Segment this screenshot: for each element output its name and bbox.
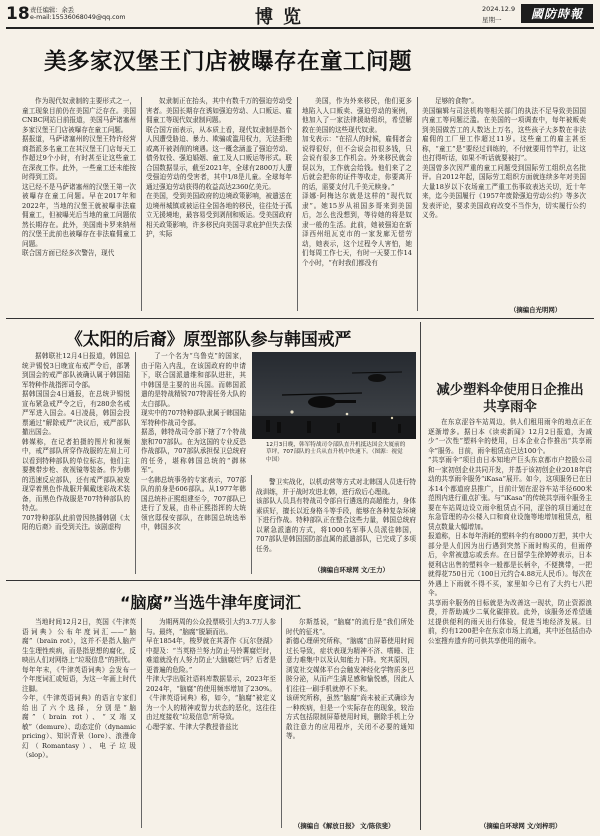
article1-title: 美多家汉堡王门店被曝存在童工问题 (44, 49, 413, 75)
masthead-logo (521, 4, 593, 23)
helicopter-photo (252, 352, 416, 439)
col-rule (417, 97, 418, 311)
article2-title: 《太阳的后裔》原型部队参与韩国戒严 (66, 329, 352, 349)
section-divider (420, 322, 421, 830)
article3-title: “脑腐”当选牛津年度词汇 (120, 593, 302, 612)
article4-credit: （摘编自环球网 文/刘梓玥） (480, 822, 562, 830)
col-rule (281, 618, 282, 828)
article2-col1: 据韩联社12月4日报道，韩国总统尹锡悦3日晚宣布戒严令后，部署到国会的戒严部队被确认属于韩国陆军特种作战指挥司令部。 据韩国国会4日通报，在总统尹锡悦宣布紧急戒严令之后，有280余名戒严军进入国会。4日凌晨，韩国会投票通过“解除戒严”决议后，戒严部队撤出国会。 韩媒称，在记者拍摄的图片和视频中，戒严部队所穿作战服的左肩上可以看到特种部队的单位标志，他们主要携带步枪、夜视镜等装备。作为韩的迅速反应部队，还有戒严部队被发现穿着黑色作战服并佩戴迷彩战术装备，而黑色作战服是707特种部队的特点。 707特种部队此前曾因热播韩剧《太阳的后裔》而受到关注。该剧虚构 (22, 352, 130, 531)
article1-col2: 奴隶制正在抬头，其中有数千万的强迫劳动受害者。美国长期存在诱如强迫劳动、人口贩运、雇佣童工等现代奴隶制问题。 联合国方面表示，从本质上看，现代奴隶制是指个人因遭受胁迫、暴力、欺骗或滥用权力，无法拒绝或离开被剥削的境遇。这一概念涵盖了强迫劳动、债务奴役、强迫婚姻、童工及人口贩运等形式。联合国数据显示，截至2021年，全球有2800万人遭受强迫劳动的受害者，其中1/8是儿童。全球每年通过强迫劳动获得的收益高达2360亿美元。 在美国，受到美国政府的边境政策影响，被遣送在边境州城镇或被运往全国各地的移民，往往处于孤立无援境地，最容易受到剥削和贩运。受美国政府相关政策影响，许多移民向美国寻求庇护但失去保护，实际 (146, 97, 292, 238)
page-number: 18 (6, 4, 30, 24)
article3-credit: （摘编自《解放日报》 文/陈依斐） (294, 822, 395, 830)
article1-col1: 作为现代奴隶制的主要形式之一，童工现象目前仍在美国广泛存在。美国CNBC网站日前报道，美国马萨诸塞州多家汉堡王门店被曝存在童工问题。 据报道，马萨诸塞州的汉堡王特许经营商指派多名童工在其汉堡王门店每天工作超过9个小时，有时甚至让这些童工在深夜工作。此外，一些童工还未能按时得到工资。 这已经不是马萨诸塞州的汉堡王第一次被曝存在童工问题。早在2017年和2022年，当地的汉堡王就被曝非法雇佣童工，但被曝光后当地的童工问题依然长期存在。此外，美国南卡罗来纳州的汉堡王此前也被曝存在非法雇佣童工问题。 联合国方面已经多次警告，现代 (22, 97, 136, 257)
col-rule (297, 97, 298, 311)
article1-col3: 美国，作为外来移民，他们更多地陷入人口贩卖、强迫劳动的案例，他加入了一家法律援助组织，希望解救在美国的这些现代奴隶。 加戈表示：“在招人的时候，雇佣者会说得很好，但不会说会扣很多钱，只会说有很多工作机会。外来移民就会误以为，工作就会给钱。他们来了之后就会把你的证件等收走，你要离开的话，需要支付几千美元赎身。” 泽娜·阿梅达尔就是这样的“现代奴隶”。她15岁从祖国多哥来到美国后，怎么也没想到，等待她的将是奴隶一般的生活。此前，她被强迫在新泽西州纽瓦克市的一家发廊无偿劳动，她表示，这个过程令人害怕，她们每周工作七天，有时一天要工作14个小时，“有时我们都没有 (302, 97, 412, 267)
editor-line: 责任编辑：余丢 (30, 7, 75, 14)
article3-col2: 为期两周的公众投票吸引大约3.7万人参与。最终，“脑腐”脱颖而出。 早在1854年，梭罗就在其著作《瓦尔登湖》中提及：“当英格兰努力防止马铃薯腐烂时，难道就没有人努力防止‘大脑腐烂’吗？后者是更普遍的危险。” 牛津大学出版社语料库数据显示，2023年至2024年，“脑腐”的使用频率增加了230%。《牛津英语词典》称，如今，“脑腐”被定义为一个人的精神或智力状态的恶化，这往往由过度接收“垃圾信息”所导致。 心理学家、牛津大学教授普兹比 (146, 618, 276, 731)
issue-date: 2024.12.9 (482, 5, 516, 13)
article3-col1: 当地时间12月2日，英国《牛津英语词典》公布年度词汇——“脑腐”（brain rot），这并不是指人脑产生生理性疾病，而是指思想的腐化，反映出人们对网络上“垃圾信息”的担忧。 每年年末，《牛津英语词典》会发布一个年度词汇或短语，为这一年画上时代注脚。 今年，《牛津英语词典》的语言专家们给出了六个选择，分别是“脑腐”（brain rot）、“又端又敏”（demure）、动态定价（dynamic pricing）、知识背景（lore）、浪漫命幻（Romantasy）、电子垃圾（slop）。 (22, 618, 136, 759)
email-line: e-mail:15536068049@qq.com (30, 14, 126, 21)
issue-weekday: 星期一 (482, 16, 502, 24)
helicopter-photo-graphic (252, 352, 416, 439)
col-rule (251, 475, 252, 574)
article4-body: 在东京涩谷车站周边，供人们租用雨伞的地点正在逐渐增多。据日本《读卖新闻》12月2日报道，为减少“一次性”塑料伞的使用，日本企业合作推出“共享雨伞”服务。目前，雨伞租赁点已达100个。 “共享雨伞”项目由日本知地产巨头东京都市户控股公司和一家初创企业共同开发，并基于该初创企业2018年启动的共享雨伞服务“iKasa”展开。如今，这项服务已在日本14个都道府县推广，目前计划在涩谷车站半径600米范围内进行重点扩张。与“iKasa”的传统共享雨伞服务主要在车站周边设立雨伞租赁点不同，涩谷的项目通过在东急管理的办公楼入口和商业设施等地增加租赁点，租赁点数量大幅增加。 报道称，日本每年消耗的塑料伞约有8000万把，其中大部分是人们因为出行遇到突然下雨时购买的，但雨停后，伞常被遗忘或丢弃。在日留学生徐婷婷表示，日本便利店出售的塑料伞一般都是长柄伞，不便携带，一把就得花750日元（100日元约合4.88元人民币）。每次在外遇上下雨就不得不买，家里如今已有了大约七八把伞。 共享雨伞服务的目标就是为改善这一现状，防止资源浪费，并帮助减少二氧化碳排放。此外，该服务还希望通过提供便利的雨天出行体验，促进当地经济发展。目前，约有1200把伞在东京市场上流通，其中还包括由办公室搜弃遗弃的可供共享使用的雨伞。 (428, 418, 592, 645)
section-rule (6, 318, 594, 319)
header-rule (6, 27, 594, 29)
col-rule (141, 618, 142, 828)
masthead-text: 國防時報 (530, 7, 583, 21)
article2-credit: （摘编自环球网 文/王力） (314, 566, 389, 574)
article3-col3: 尔斯基说，“脑腐”的流行是“我们所处时代的征兆”。 新德心理研究所称，“脑腐”由屏幕使用时间过长导致，症状表现为精神不济、嗜睡、注意力难集中以及认知能力下降。究其原因，浏览社交媒体平台会触发神经化学物质多巴胺分泌，从而产生满足感和愉悦感，因此人们往往一刷手机就停不下来。 该研究所称，虽然“脑腐”尚未被正式确诊为一种疾病，但是一个实际存在的现象，较治方式包括限制屏幕使用时间，删除手机上分散注意力的应用程序，关闭不必要的通知等。 (286, 618, 414, 740)
article1-credit: （摘编自光明网） (510, 306, 562, 314)
section-rule (6, 580, 420, 581)
col-rule (141, 97, 142, 311)
article2-col2: 了一个名为“乌鲁克”的国家，由于陷入内乱，在该国政府的申请下，联合国派遣维和部队进驻，其中韩国是主要的出兵国。而韩国派遣的是特战精锐707特需任务大队的太白部队。 现实中的707特种部队隶属于韩国陆军特种作战司令部。 据悉，韩特战司令部下辖了7个特战旅和707部队。在为这国的专业反恐作战部队，707部队承担保卫总统府的任务，堪称韩国总统的“御林军”。 一名韩总统事务的专家表示，707部队的前身是606部队。从1977年韩国总统朴正熙组建至今，707部队已进行了发展，由朴正熙指挥的大统领官邸保安部队，在韩国总统选举中，韩国多次 (141, 352, 246, 531)
photo-caption: 12月3日晚，韩军特战司令部队直升机抵达国会大厦前的草坪，707部队的士兵从直升机中快速下。（图源：视觉中国） (266, 442, 406, 463)
article4-title: 减少塑料伞使用日企推出共享雨伞 (436, 383, 584, 415)
col-rule (135, 352, 136, 574)
article2-col3: 警卫实战化，以机动营等方式对北韩国人员进行特战训练，并于战时攻进北韩，进行敌后心理战。 该部队人员具有特战司令部自行遴选的高超能力，身体素质好，擅长以近身格斗等手段，能够在各种复杂环境下进行作战。特种部队正在整合这些力量，韩国总统府以紧急派遣的方式，将1000名军事人员派往韩国，707部队是韩国国防部直属的派遣部队，已完成了多项任务。 (256, 478, 416, 553)
article1-col4: 足够的食物”。 美国编辑与司法机构等相关部门的执法不足导致美国国内童工等问题泛滥。在美国的一项调查中，每年被贩卖到美国做苦工的人数达上万名，这些孩子大多数在非法雇佣的工厂里工作超过11岁。这些童工的雇主甚至称，“童工”是“要经过训练的，不付就要用竹竿打，让这也打得听话，如果不听话就要被打”。 美国曾多次因严重的童工问题受到国际劳工组织点名批评。自2012年起，国际劳工组织方面就连续多年对美国大量18岁以下农场童工严重工伤事故表达关切，近十年来，迄今美国履行《1957年废除强迫劳动公约》等多次发表评论，要求美国政府改变不当作为，切实履行公约义务。 (422, 97, 586, 219)
section-title: 博览 (255, 7, 311, 28)
